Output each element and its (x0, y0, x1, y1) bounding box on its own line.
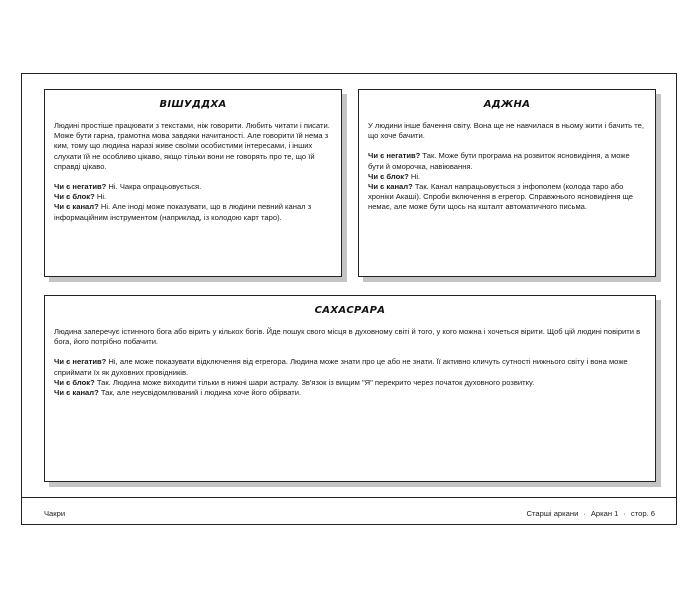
footer-section: Старші аркани (526, 509, 579, 518)
block-answer: Так. Людина може виходити тільки в нижні шари астралу. Зв'язок із вищим "Я" перекрито через початок духовного розвитку. (94, 377, 535, 387)
card-title: АДЖНА (483, 99, 531, 110)
channel-line (54, 202, 332, 222)
card-ajna (358, 89, 656, 277)
block-question: Чи є блок? (54, 192, 95, 202)
footer-arcana: Аркан 1 (590, 509, 619, 518)
channel-answer: Так. Канал напрацьовується з інфополем (колода таро або хроніки Акаші). Спроби включення в егрегор. Справжнього ясновидіння ще немає, але може бути щось на кшталт автоматичного письма. (368, 182, 633, 212)
card-intro: Людині простіше працювати з текстами, ніж говорити. Любить читати і писати. Може бути гарна, грамотна мова завдяки начитаності. Але говорити їй нема з ким, тому що людина наразі живе своїми особистими інтересами, і інших слухати їй не особливо цікаво, якщо тільки вони не говорять про те, що їй справді цікаво. (54, 121, 330, 171)
card-intro: Людина заперечує істинного бога або вірить у кількох богів. Йде пошук свого місця в духовному світі й того, у кого можна і хочеться вірити. Щоб цій людині повірити в бога, його потрібно побачити. (54, 327, 641, 347)
block-line (54, 192, 332, 202)
channel-question: Чи є канал? (54, 202, 99, 212)
negative-question: Чи є негатив? (54, 182, 107, 192)
channel-line (368, 182, 646, 213)
channel-question: Чи є канал? (54, 388, 99, 398)
card-sahasrara (44, 295, 656, 482)
negative-answer: Так. Може бути програма на розвиток ясновидіння, а може бути й оморочка, навіювання. (368, 151, 630, 171)
channel-line (54, 388, 646, 398)
negative-line (54, 182, 332, 192)
block-answer: Ні. (94, 192, 107, 202)
block-question: Чи є блок? (368, 171, 409, 181)
channel-answer: Ні. Але іноді може показувати, що в людини певний канал з інформаційним інструментом (наприклад, із колодою карт таро). (54, 202, 312, 222)
block-line (368, 172, 646, 182)
footer-separator: · (583, 509, 586, 518)
footer-separator: · (623, 509, 626, 518)
footer-page-number: стор. 6 (630, 509, 655, 518)
card-vishuddha (44, 89, 342, 277)
footer-chapter: Чакри (44, 509, 66, 518)
block-line (54, 378, 646, 388)
card-intro: У людини інше бачення світу. Вона ще не навчилася в ньому жити і бачить те, що хоче бачити. (368, 121, 644, 141)
negative-line (368, 151, 646, 171)
block-answer: Ні. (408, 171, 421, 181)
card-title: САХАСРАРА (314, 305, 386, 316)
negative-line (54, 357, 646, 377)
channel-question: Чи є канал? (368, 182, 413, 192)
card-title: ВІШУДДХА (159, 99, 227, 110)
footer-pagination (527, 509, 656, 519)
footer-divider (21, 497, 677, 498)
block-question: Чи є блок? (54, 377, 95, 387)
negative-answer: Ні, але може показувати відключення від егрегора. Людина може знати про це або не знати. Її активно кличуть сутності нижнього світу і вона може сприймати їх як духовних провідників. (54, 357, 628, 377)
negative-question: Чи є негатив? (54, 357, 107, 367)
negative-answer: Ні. Чакра опрацьовується. (106, 182, 202, 192)
negative-question: Чи є негатив? (368, 151, 421, 161)
channel-answer: Так, але неусвідомлюваний і людина хоче його обірвати. (98, 388, 302, 398)
